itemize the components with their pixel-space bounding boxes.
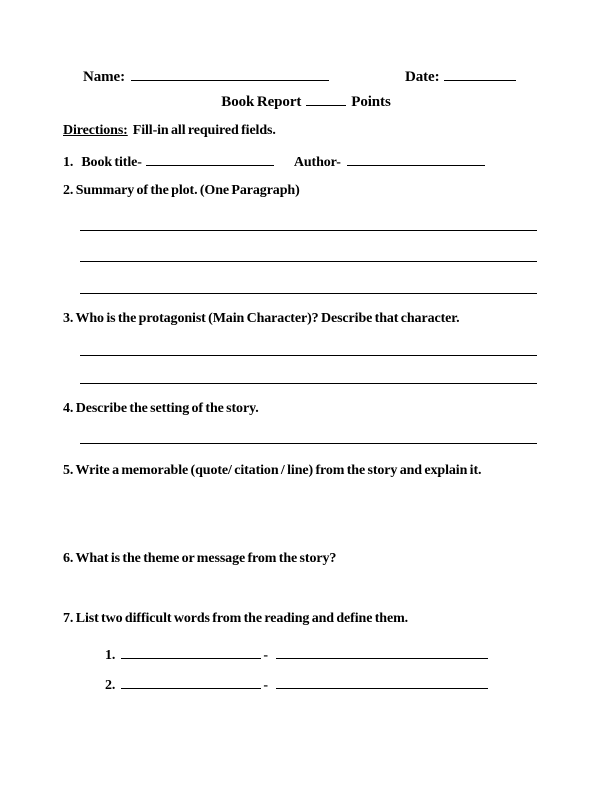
writing-line xyxy=(80,261,537,262)
directions-text: Fill-in all required fields. xyxy=(132,123,276,138)
author-label: Author- xyxy=(293,155,341,170)
question-2: 2. Summary of the plot. (One Paragraph) xyxy=(63,183,300,198)
writing-line xyxy=(80,293,537,294)
points-label: Points xyxy=(351,94,391,110)
book-title-blank-line xyxy=(146,153,274,166)
word-2-separator: - xyxy=(263,678,268,693)
date-blank-line xyxy=(444,68,516,81)
word-1-separator: - xyxy=(263,648,268,663)
question-1 xyxy=(63,153,485,171)
directions-row xyxy=(63,123,276,139)
name-field-row xyxy=(83,68,329,86)
date-label: Date: xyxy=(405,69,440,85)
word-item-2 xyxy=(105,676,488,694)
word-1-number: 1. xyxy=(105,648,116,663)
writing-line xyxy=(80,230,537,231)
question-3: 3. Who is the protagonist (Main Character)? Describe that character. xyxy=(63,311,460,326)
directions-label: Directions: xyxy=(63,123,128,138)
word-1-blank-line xyxy=(121,646,261,659)
word-item-1 xyxy=(105,646,488,664)
question-1-number: 1. xyxy=(63,155,74,170)
name-label: Name: xyxy=(83,69,125,85)
word-2-blank-line xyxy=(121,676,261,689)
question-6: 6. What is the theme or message from the story? xyxy=(63,551,337,566)
question-4: 4. Describe the setting of the story. xyxy=(63,401,259,416)
title-row xyxy=(0,93,612,111)
book-title-label: Book title- xyxy=(81,155,142,170)
writing-line xyxy=(80,355,537,356)
question-7: 7. List two difficult words from the reading and define them. xyxy=(63,611,409,626)
question-5: 5. Write a memorable (quote/ citation / line) from the story and explain it. xyxy=(63,463,482,478)
writing-line xyxy=(80,383,537,384)
word-2-number: 2. xyxy=(105,678,116,693)
points-blank-line xyxy=(306,93,346,106)
author-blank-line xyxy=(347,153,485,166)
definition-1-blank-line xyxy=(276,646,488,659)
date-field-row xyxy=(405,68,516,86)
definition-2-blank-line xyxy=(276,676,488,689)
writing-line xyxy=(80,443,537,444)
page-title: Book Report xyxy=(221,94,302,110)
name-blank-line xyxy=(131,68,329,81)
